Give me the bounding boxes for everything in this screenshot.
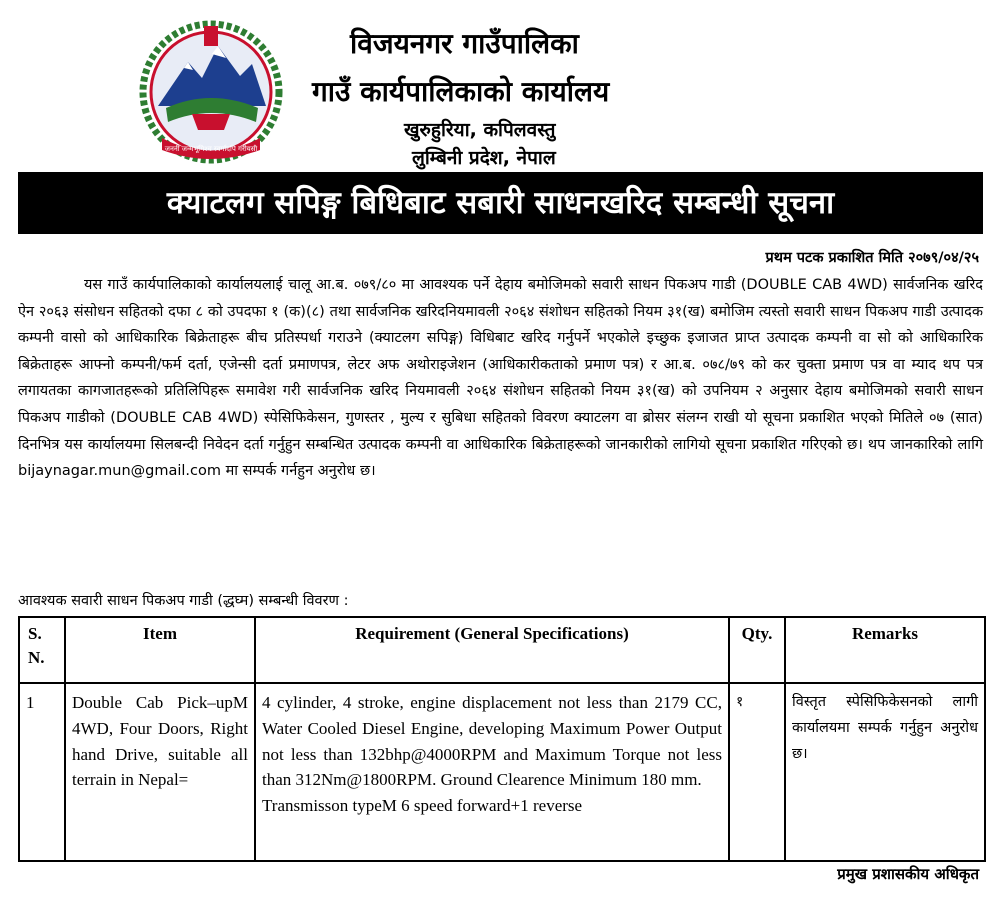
row-transmission: Transmisson typeM 6 speed forward+1 reverse [262,796,583,816]
row-sn: 1 [19,683,65,861]
row-qty: १ [729,683,785,861]
row-remarks: विस्तृत स्पेसिफिकेसनको लागी कार्यालयमा सम्पर्क गर्नुहुन अनुरोध छ। [785,683,985,861]
office-location: खुरुहुरिया, कपिलवस्तु [404,119,556,141]
vehicle-spec-table [18,616,986,862]
header-sn: S. N. [19,617,65,683]
table-header-row [19,617,985,683]
row-item: Double Cab Pick–upM 4WD, Four Doors, Right hand Drive, suitable all terrain in Nepal= [65,683,255,861]
emblem-motto: जननी जन्मभूमिश्च स्वर्गादपि गरीयसी [164,145,258,153]
nepal-emblem-icon [136,18,286,166]
publication-date: प्रथम पटक प्रकाशित मिति २०७९/०४/२५ [765,250,979,266]
header-qty: Qty. [729,617,785,683]
row-requirement: 4 cylinder, 4 stroke, engine displacement not less than 2179 CC, Water Cooled Diesel Engine, developing Maximum Power Output not less than 132bhp@4000RPM and Maximum Torque not less than 312Nm@1800RPM. Ground Clearence Minimum 180 mm. [262,693,722,790]
header-item: Item [65,617,255,683]
office-province: लुम्बिनी प्रदेश, नेपाल [412,147,556,169]
header-requirement: Requirement (General Specifications) [255,617,729,683]
table-row [19,683,985,861]
signature-title: प्रमुख प्रशासकीय अधिकृत [837,865,979,883]
notice-title: क्याटलग सपिङ्ग बिधिबाट सबारी साधनखरिद सम्बन्धी सूचना [18,172,983,234]
org-name: विजयनगर गाउँपालिका [350,27,579,60]
row-requirement-cell [255,683,729,861]
header-remarks: Remarks [785,617,985,683]
table-caption: आवश्यक सवारी साधन पिकअप गाडी (द्धघ्म) सम्बन्धी विवरण : [18,593,349,609]
office-name: गाउँ कार्यपालिकाको कार्यालय [312,75,610,108]
notice-body: यस गाउँ कार्यपालिकाको कार्यालयलाई चालू आ.ब. ०७९/८० मा आवश्यक पर्ने देहाय बमोजिमको सवारी साधन पिकअप गाडी (DOUBLE CAB 4WD) सार्वजनिक खरिद ऐन २०६३ संसोधन सहितको दफा ८ को उपदफा १ (क)(८) तथा सार्वजनिक खरिदनियमावली २०६४ संशोधन सहितको नियम ३१(ख) बमोजिम त्यस्तो सवारी साधन पिकअप गाडी उत्पादक कम्पनी वासो को आधिकारिक बिक्रेताहरू बीच प्रतिस्पर्धा गराउने (क्याटलग सपिङ्ग) विधिबाट खरिद गर्नुपर्ने भएकोले इच्छुक इजाजत प्राप्त उत्पादक कम्पनी वा सो को आधिकारिक बिक्रेताहरू आफ्नो कम्पनी/फर्म दर्ता, एजेन्सी दर्ता प्रमाणपत्र, लेटर अफ अथोराइजेशन (आधिकारीकताको प्रमाण पत्र) र आ.ब. ०७८/७९ को कर चुक्ता प्रमाण पत्र वा म्याद थप पत्र लगायतका कागजातहरूको प्रतिलिपिहरू समावेश गरी सार्वजनिक खरिद नियमावली २०६४ संशोधन सहितको नियम ३१(ख) को उपनियम २ अनुसार देहाय बमोजिमको सवारी साधन पिकअप गाडीको (DOUBLE CAB 4WD) स्पेसिफिकेसन, गुणस्तर , मुल्य र सुबिधा सहितको विवरण क्याटलग वा ब्रोसर संलग्न राखी यो सूचना प्रकाशित भएको मितिले ०७ (सात) दिनभित्र यस कार्यालयमा सिलबन्दी निवेदन दर्ता गर्नुहुन सम्बन्धित उत्पादक कम्पनी वा आधिकारिक बिक्रेताहरूको जानकारीको लागियो सूचना प्रकाशित गरिएको छ। थप जानकारिको लागि bijaynagar.mun@gmail.com मा सम्पर्क गर्नहुन अनुरोध छ। [18,277,983,480]
